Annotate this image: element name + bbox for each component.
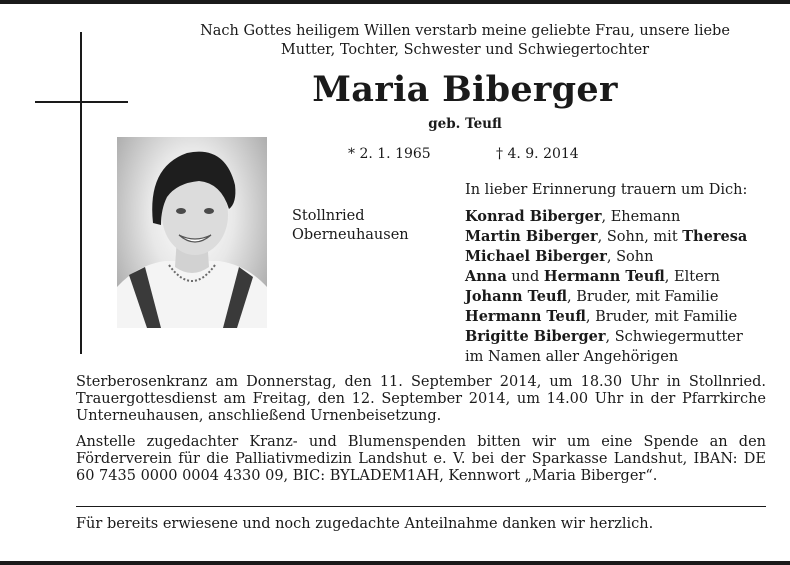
deceased-name: Maria Biberger	[312, 69, 618, 110]
intro-text	[130, 22, 790, 60]
top-border	[0, 0, 790, 4]
mourner-item: Brigitte Biberger, Schwiegermutter	[465, 328, 743, 345]
mourner-item: Martin Biberger, Sohn, mit Theresa	[465, 228, 748, 245]
place-item: Stollnried	[292, 208, 365, 224]
mourners-list	[465, 207, 785, 367]
mourner-item: Johann Teufl, Bruder, mit Familie	[465, 288, 719, 305]
places-list	[292, 207, 409, 245]
intro-line-1: Nach Gottes heiligem Willen verstarb meine geliebte Frau, unsere liebe	[200, 23, 730, 39]
intro-line-2: Mutter, Tochter, Schwester und Schwiegertochter	[280, 42, 650, 58]
death-date: † 4. 9. 2014	[496, 146, 579, 162]
place-item: Oberneuhausen	[292, 227, 409, 243]
maiden-name: geb. Teufl	[428, 116, 502, 132]
birth-date: * 2. 1. 1965	[348, 146, 431, 162]
condolence-heading: In lieber Erinnerung trauern um Dich:	[465, 182, 748, 198]
cross-icon-horizontal	[35, 101, 128, 103]
portrait-photo	[117, 137, 267, 328]
thanks-text: Für bereits erwiesene und noch zugedachte Anteilnahme danken wir herzlich.	[76, 516, 654, 532]
mourner-item: Konrad Biberger, Ehemann	[465, 208, 681, 225]
mourner-item: Anna und Hermann Teufl, Eltern	[465, 268, 720, 285]
divider-line	[76, 506, 766, 507]
mourner-item: Michael Biberger, Sohn	[465, 248, 654, 265]
bottom-border	[0, 561, 790, 565]
mourner-item: Hermann Teufl, Bruder, mit Familie	[465, 308, 738, 325]
mourner-item: im Namen aller Angehörigen	[465, 349, 679, 365]
donation-notice: Anstelle zugedachter Kranz- und Blumenspenden bitten wir um eine Spende an den Förderverein für die Palliativmedizin Landshut e. V. bei der Sparkasse Landshut, IBAN: DE 60 7435 0000 0004 4330 09, BIC: BYLADEM1AH, Kennwort „Maria Biberger“.	[76, 434, 766, 484]
cross-icon-vertical	[80, 32, 82, 354]
service-details: Sterberosenkranz am Donnerstag, den 11. September 2014, um 18.30 Uhr in Stollnried. Trauergottesdienst am Freitag, den 12. September 2014, um 14.00 Uhr in der Pfarrkirche Unterneuhausen, anschließend Urnenbeisetzung.	[76, 374, 766, 424]
